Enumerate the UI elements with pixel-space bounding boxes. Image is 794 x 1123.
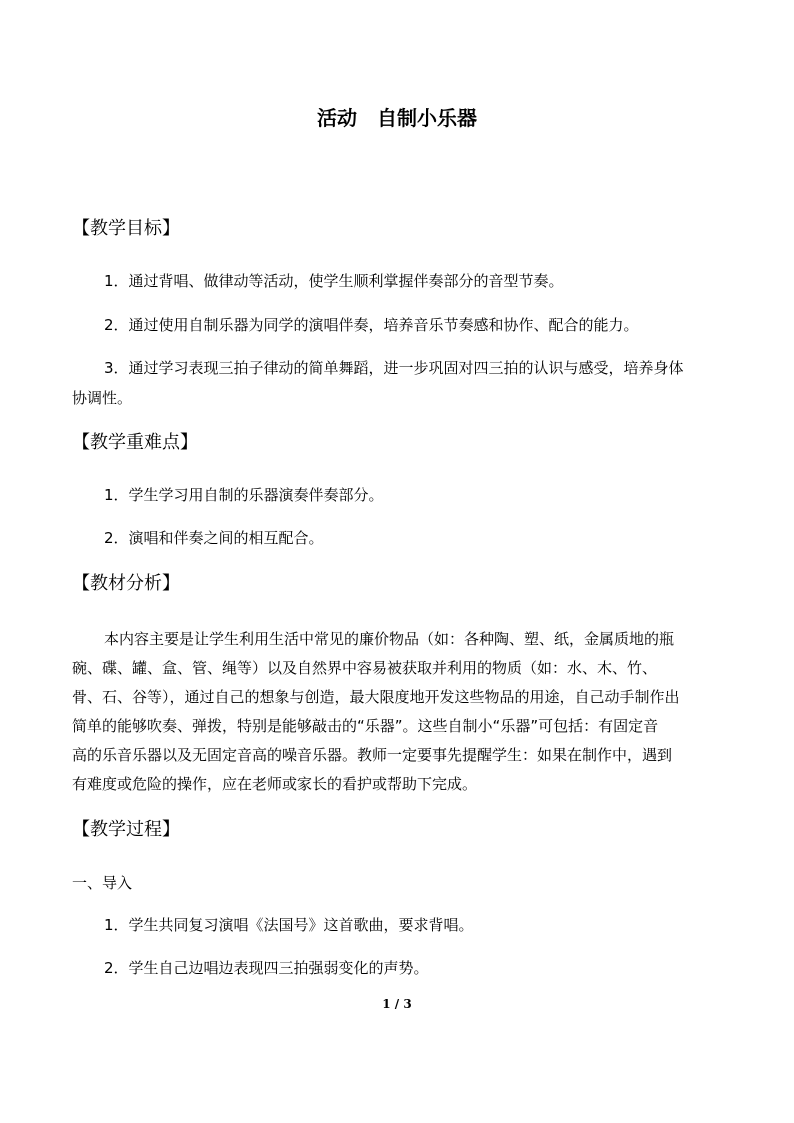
process-item-2: 2．学生自己边唱边表现四三拍强弱变化的声势。 (104, 959, 429, 977)
key-points-item-2: 2．演唱和伴奏之间的相互配合。 (104, 529, 324, 547)
process-heading: 【教学过程】 (72, 819, 180, 840)
goals-item-1: 1．通过背唱、做律动等活动，使学生顺利掌握伴奏部分的音型节奏。 (104, 272, 564, 290)
process-subheading: 一、导入 (72, 874, 133, 892)
key-points-heading: 【教学重难点】 (72, 432, 198, 453)
analysis-line-5: 高的乐音乐器以及无固定音高的噪音乐器。教师一定要事先提醒学生：如果在制作中，遇到 (72, 746, 673, 764)
process-item-1: 1．学生共同复习演唱《法国号》这首歌曲，要求背唱。 (104, 916, 474, 934)
goals-item-2: 2．通过使用自制乐器为同学的演唱伴奏，培养音乐节奏感和协作、配合的能力。 (104, 316, 639, 334)
analysis-heading: 【教材分析】 (72, 573, 180, 594)
document-title: 活动 自制小乐器 (317, 106, 477, 130)
key-points-item-1: 1．学生学习用自制的乐器演奏伴奏部分。 (104, 486, 384, 504)
analysis-line-2: 碗、碟、罐、盒、管、绳等）以及自然界中容易被获取并利用的物质（如：水、木、竹、 (72, 659, 658, 677)
analysis-line-1: 本内容主要是让学生利用生活中常见的廉价物品（如：各种陶、塑、纸，金属质地的瓶 (104, 630, 675, 648)
page-number: 1 / 3 (382, 997, 412, 1011)
analysis-line-3: 骨、石、谷等），通过自己的想象与创造，最大限度地开发这些物品的用途，自己动手制作出 (72, 688, 680, 706)
goals-heading: 【教学目标】 (72, 218, 180, 239)
goals-item-3: 3．通过学习表现三拍子律动的简单舞蹈，进一步巩固对四三拍的认识与感受，培养身体 (104, 359, 684, 377)
analysis-line-6: 有难度或危险的操作，应在老师或家长的看护或帮助下完成。 (72, 775, 478, 793)
goals-item-3-continued: 协调性。 (72, 389, 133, 407)
analysis-line-4: 简单的能够吹奏、弹拨，特别是能够敲击的“乐器”。这些自制小“乐器”可包括：有固定音 (72, 717, 659, 735)
